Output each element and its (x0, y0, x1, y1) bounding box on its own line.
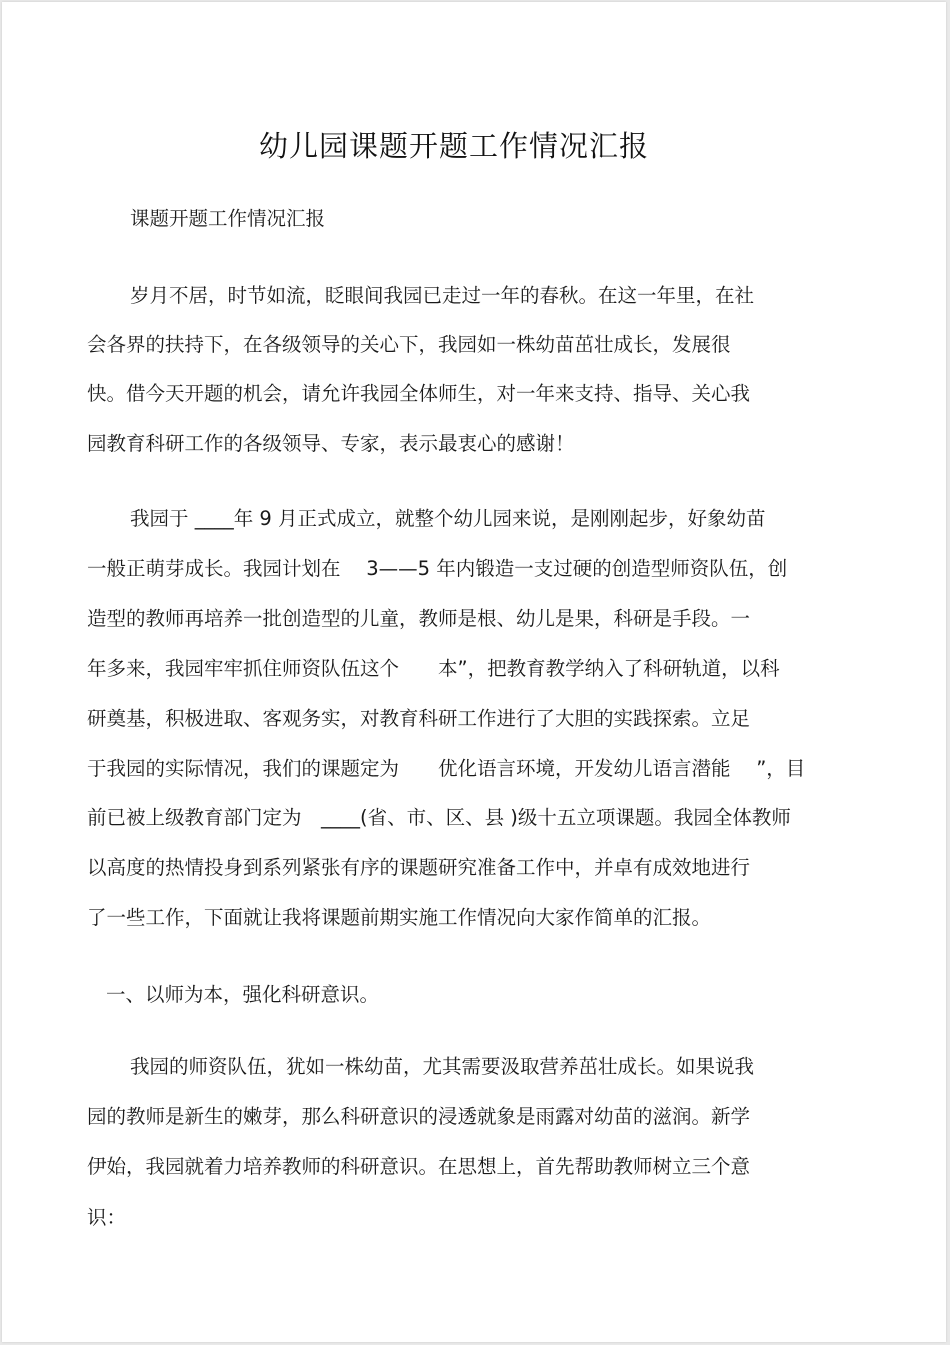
document-page (2, 2, 946, 1342)
paragraph-line: 前已被上级教育部门定为 ____(省、市、区、县 )级十五立项课题。我园全体教师 (87, 806, 791, 829)
paragraph-line: 以高度的热情投身到系列紧张有序的课题研究准备工作中，并卓有成效地进行 (87, 856, 751, 879)
paragraph-line: 我园于 ____年 9 月正式成立，就整个幼儿园来说，是刚刚起步，好象幼苗 (130, 507, 766, 530)
document-subtitle: 课题开题工作情况汇报 (130, 207, 326, 230)
document-title: 幼儿园课题开题工作情况汇报 (258, 129, 649, 163)
paragraph-line: 研奠基，积极进取、客观务实，对教育科研工作进行了大胆的实践探索。立足 (87, 707, 751, 730)
paragraph-line: 一般正萌芽成长。我园计划在 3——5 年内锻造一支过硬的创造型师资队伍，创 (87, 557, 788, 580)
paragraph-line: 园的教师是新生的嫩芽，那么科研意识的浸透就象是雨露对幼苗的滋润。新学 (87, 1105, 751, 1128)
paragraph-line: 会各界的扶持下，在各级领导的关心下，我园如一株幼苗茁壮成长，发展很 (87, 333, 731, 356)
paragraph-line: 年多来，我园牢牢抓住师资队伍这个 本”，把教育教学纳入了科研轨道，以科 (87, 657, 780, 680)
paragraph-line: 了一些工作，下面就让我将课题前期实施工作情况向大家作简单的汇报。 (87, 906, 712, 929)
paragraph-line: 于我园的实际情况，我们的课题定为 优化语言环境，开发幼儿语言潜能 ”，目 (87, 757, 806, 780)
section-heading: 一、以师为本，强化科研意识。 (106, 983, 380, 1006)
paragraph-line: 伊始，我园就着力培养教师的科研意识。在思想上，首先帮助教师树立三个意 (87, 1155, 751, 1178)
paragraph-line: 识： (87, 1206, 127, 1229)
paragraph-line: 快。借今天开题的机会，请允许我园全体师生，对一年来支持、指导、关心我 (87, 382, 751, 405)
paragraph-line: 园教育科研工作的各级领导、专家，表示最衷心的感谢！ (87, 432, 575, 455)
paragraph-line: 造型的教师再培养一批创造型的儿童，教师是根、幼儿是果，科研是手段。一 (87, 607, 751, 630)
paragraph-line: 我园的师资队伍，犹如一株幼苗，尤其需要汲取营养茁壮成长。如果说我 (130, 1055, 755, 1078)
paragraph-line: 岁月不居，时节如流，眨眼间我园已走过一年的春秋。在这一年里，在社 (130, 284, 755, 307)
